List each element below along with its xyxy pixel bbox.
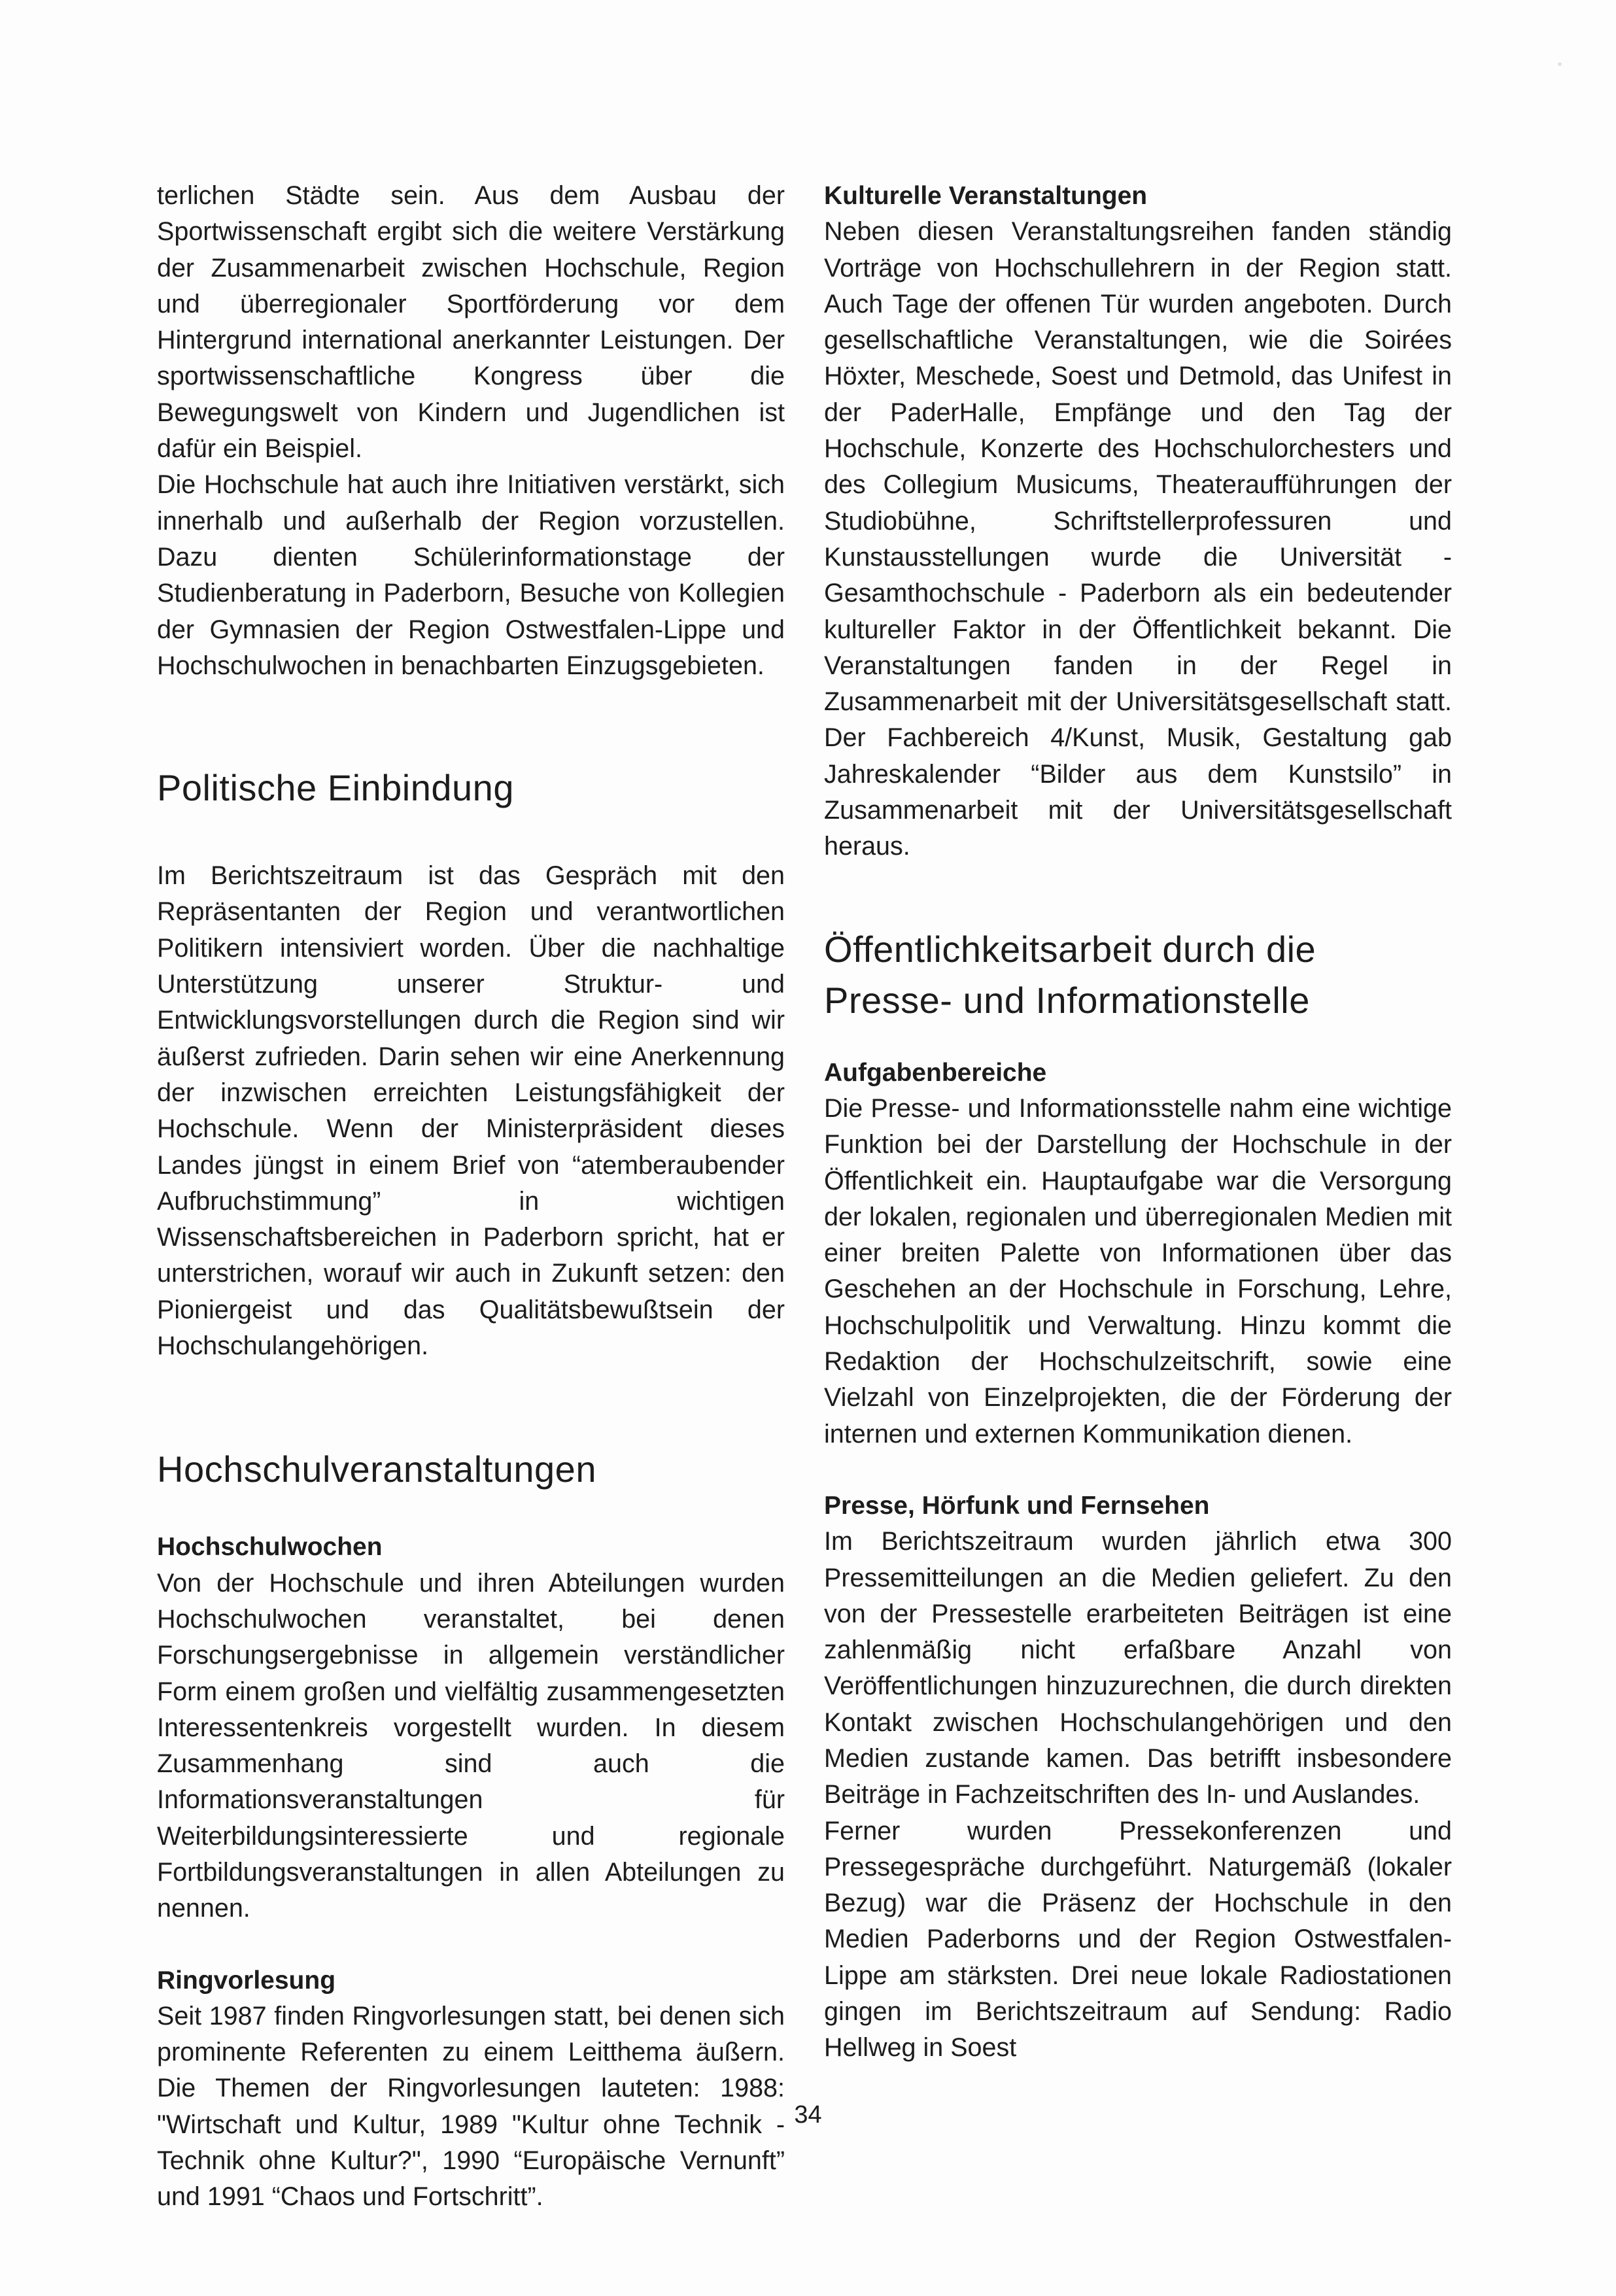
ringvorlesung-paragraph: Seit 1987 finden Ringvorlesungen statt, bei denen sich prominente Referenten zu einem Leitthema äußern. Die Themen der Ringvorlesungen lauteten: 1988: "Wirtschaft und Kultur, 1989 "Kultur ohne Technik - Technik ohne Kultur?", 1990 “Europäische Vernunft” und 1991 “Chaos und Fortschritt”. bbox=[157, 2001, 785, 2212]
hochschulwochen-paragraph: Von der Hochschule und ihren Abteilungen wurden Hochschulwochen veranstaltet, bei denen Forschungsergebnisse in allgemein verständlicher Form einem großen und vielfältig zusammengesetzten Interessentenkreis vorgestellt wurden. In diesem Zusammenhang sind auch die Informationsveranstaltungen für Weiterbildungsinteressierte und regionale Fortbildungsveranstaltungen in allen Abteilungen zu nennen. bbox=[157, 1568, 785, 1923]
subheading-hochschulwochen: Hochschulwochen bbox=[157, 1533, 383, 1562]
medien-paragraph-1: Im Berichtszeitraum wurden jährlich etwa 300 Pressemitteilungen an die Medien geliefert. Zu den von der Pressestelle erarbeiteten Beiträgen ist eine zahlenmäßig nicht erfaßbare Anzahl von Veröffentlichungen hinzuzurechnen, die durch direkten Kontakt zwischen Hochschulangehörigen und den Medien zustande kamen. Das betrifft insbesondere Beiträge in Fachzeitschriften des In- und Auslandes. bbox=[824, 1527, 1452, 1809]
subheading-kulturelle-veranstaltungen: Kulturelle Veranstaltungen bbox=[824, 182, 1148, 210]
page-number: 34 bbox=[794, 2101, 822, 2129]
medien-paragraph-2: Ferner wurden Pressekonferenzen und Pressegespräche durchgeführt. Naturgemäß (lokaler Bezug) war die Präsenz der Hochschule in den Medien Paderborns und der Region Ostwestfalen-Lippe am stärksten. Drei neue lokale Radiostationen gingen im Berichtszeitraum auf Sendung: Radio Hellweg in Soest bbox=[824, 1816, 1452, 2063]
aufgaben-paragraph: Die Presse- und Informationsstelle nahm eine wichtige Funktion bei der Darstellung der Hochschule in der Öffentlichkeit ein. Hauptaufgabe war die Versorgung der lokalen, regionalen und überregionalen Medien mit einer breiten Palette von Informationen über das Geschehen an der Hochschule in Forschung, Lehre, Hochschulpolitik und Verwaltung. Hinzu kommt die Redaktion der Hochschulzeitschrift, sowie eine Vielzahl von Einzelprojekten, die der Förderung der internen und externen Kommunikation dienen. bbox=[824, 1093, 1452, 1448]
intro-paragraph: terlichen Städte sein. Aus dem Ausbau der Sportwissenschaft ergibt sich die weitere Verstärkung der Zusammenarbeit zwischen Hochschule, Region und überregionaler Sportförderung vor dem Hintergrund international anerkannter Leistungen. Der sportwissenschaftliche Kongress über die Bewegungswelt von Kindern und Jugendlichen ist dafür ein Beispiel. bbox=[157, 181, 785, 464]
section-heading-politische-einbindung: Politische Einbindung bbox=[157, 767, 514, 809]
section-heading-hochschulveranstaltungen: Hochschulveranstaltungen bbox=[157, 1448, 596, 1490]
left-column bbox=[157, 178, 785, 2216]
subheading-aufgabenbereiche: Aufgabenbereiche bbox=[824, 1058, 1047, 1087]
scan-speck bbox=[1558, 62, 1562, 66]
subheading-presse-hoerfunk-fernsehen: Presse, Hörfunk und Fernsehen bbox=[824, 1491, 1210, 1520]
subheading-ringvorlesung: Ringvorlesung bbox=[157, 1966, 336, 1995]
initiative-paragraph: Die Hochschule hat auch ihre Initiativen verstärkt, sich innerhalb und außerhalb der Region vorzustellen. Dazu dienten Schülerinformationstage der Studienberatung in Paderborn, Besuche von Kollegien der Gymnasien der Region Ostwestfalen-Lippe und Hochschulwochen in benachbarten Einzugsgebieten. bbox=[157, 470, 785, 680]
kulturelle-paragraph: Neben diesen Veranstaltungsreihen fanden ständig Vorträge von Hochschullehrern in der Region statt. Auch Tage der offenen Tür wurden angeboten. Durch gesellschaftliche Veranstaltungen, wie die Soirées Höxter, Meschede, Soest und Detmold, das Unifest in der PaderHalle, Empfänge und den Tag der Hochschule, Konzerte des Hochschulorchesters und des Collegium Musicums, Theateraufführungen der Studiobühne, Schriftstellerprofessuren und Kunstausstellungen wurde die Universität - Gesamthochschule - Paderborn als ein bedeutender kultureller Faktor in der Öffentlichkeit bekannt. Die Veranstaltungen fanden in der Regel in Zusammenarbeit mit der Universitätsgesellschaft statt. Der Fachbereich 4/Kunst, Musik, Gestaltung gab Jahreskalender “Bilder aus dem Kunstsilo” in Zusammenarbeit mit der Universitätsgesellschaft heraus. bbox=[824, 217, 1452, 861]
section-heading-oeffentlichkeitsarbeit: Öffentlichkeitsarbeit durch die Presse- und Informationstelle bbox=[824, 928, 1316, 1021]
politische-paragraph: Im Berichtszeitraum ist das Gespräch mit den Repräsentanten der Region und verantwortlichen Politikern intensiviert worden. Über die nachhaltige Unterstützung unserer Struktur- und Entwicklungsvorstellungen durch die Region sind wir äußerst zufrieden. Darin sehen wir eine Anerkennung der inzwischen erreichten Leistungsfähigkeit der Hochschule. Wenn der Ministerpräsident dieses Landes jüngst in einem Brief von “atemberaubender Aufbruchstimmung” in wichtigen Wissenschaftsbereichen in Paderborn spricht, hat er unterstrichen, worauf wir auch in Zukunft setzen: den Pioniergeist und das Qualitätsbewußtsein der Hochschulangehörigen. bbox=[157, 861, 785, 1361]
right-column bbox=[824, 178, 1452, 2066]
